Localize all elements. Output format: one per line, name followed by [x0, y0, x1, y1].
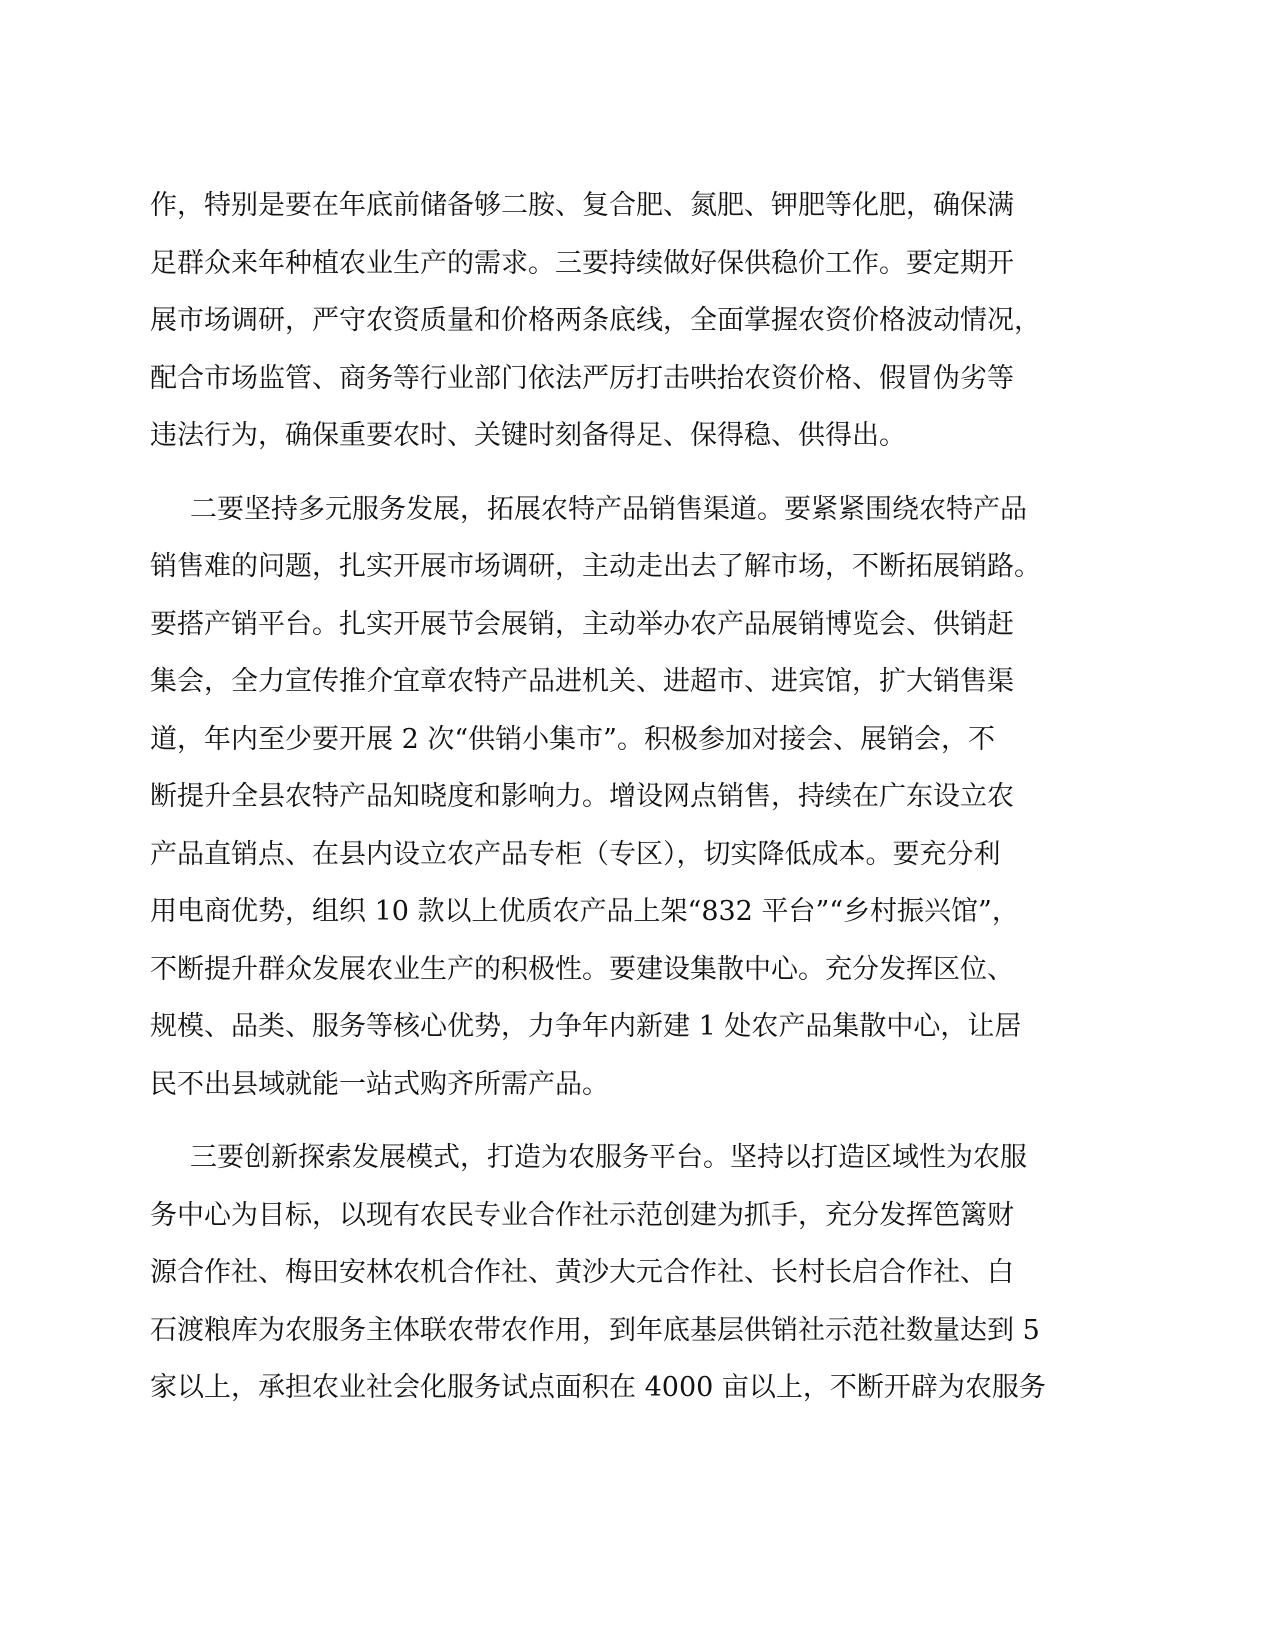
paragraph-3 — [150, 1129, 1105, 1417]
text-line: 务中心为目标，以现有农民专业合作社示范创建为抓手，充分发挥笆篱财 — [150, 1199, 1014, 1231]
paragraph-1 — [150, 177, 1105, 465]
text-line: 不断提升群众发展农业生产的积极性。要建设集散中心。充分发挥区位、 — [150, 953, 1014, 985]
document-body — [150, 177, 1105, 1417]
paragraph-spacer — [150, 465, 1105, 481]
text-line: 足群众来年种植农业生产的需求。三要持续做好保供稳价工作。要定期开 — [150, 247, 1014, 279]
text-line: 作，特别是要在年底前储备够二胺、复合肥、氮肥、钾肥等化肥，确保满 — [150, 190, 1014, 221]
text-line: 展市场调研，严守农资质量和价格两条底线，全面掌握农资价格波动情况， — [150, 305, 1041, 336]
text-line: 二要坚持多元服务发展，拓展农特产品销售渠道。要紧紧围绕农特产品 — [190, 493, 1027, 525]
text-line: 违法行为，确保重要农时、关键时刻备得足、保得稳、供得出。 — [150, 420, 906, 451]
text-line: 配合市场监管、商务等行业部门依法严厉打击哄抬农资价格、假冒伪劣等 — [150, 362, 1014, 394]
text-line: 三要创新探索发展模式，打造为农服务平台。坚持以打造区域性为农服 — [190, 1142, 1027, 1173]
text-line: 要搭产销平台。扎实开展节会展销，主动举办农产品展销博览会、供销赶 — [150, 608, 1014, 640]
text-line: 道，年内至少要开展 2 次“供销小集市”。积极参加对接会、展销会，不 — [150, 723, 995, 755]
text-line: 断提升全县农特产品知晓度和影响力。增设网点销售，持续在广东设立农 — [150, 781, 1014, 812]
text-line: 规模、品类、服务等核心优势，力争年内新建 1 处农产品集散中心，让居 — [150, 1011, 1022, 1042]
text-line: 销售难的问题，扎实开展市场调研，主动走出去了解市场，不断拓展销路。 — [150, 551, 1041, 582]
text-line: 用电商优势，组织 10 款以上优质农产品上架“832 平台”“乡村振兴馆”， — [150, 896, 1019, 927]
text-line: 源合作社、梅田安林农机合作社、黄沙大元合作社、长村长启合作社、白 — [150, 1257, 1014, 1288]
text-line: 石渡粮库为农服务主体联农带农作用，到年底基层供销社示范社数量达到 5 — [150, 1314, 1040, 1346]
text-line: 民不出县域就能一站式购齐所需产品。 — [150, 1068, 609, 1100]
paragraph-2 — [150, 481, 1105, 1114]
text-line: 家以上，承担农业社会化服务试点面积在 4000 亩以上，不断开辟为农服务 — [150, 1372, 1046, 1403]
paragraph-spacer — [150, 1113, 1105, 1129]
text-line: 集会，全力宣传推介宜章农特产品进机关、进超市、进宾馆，扩大销售渠 — [150, 666, 1014, 697]
text-line: 产品直销点、在县内设立农产品专柜（专区），切实降低成本。要充分利 — [150, 838, 1001, 870]
